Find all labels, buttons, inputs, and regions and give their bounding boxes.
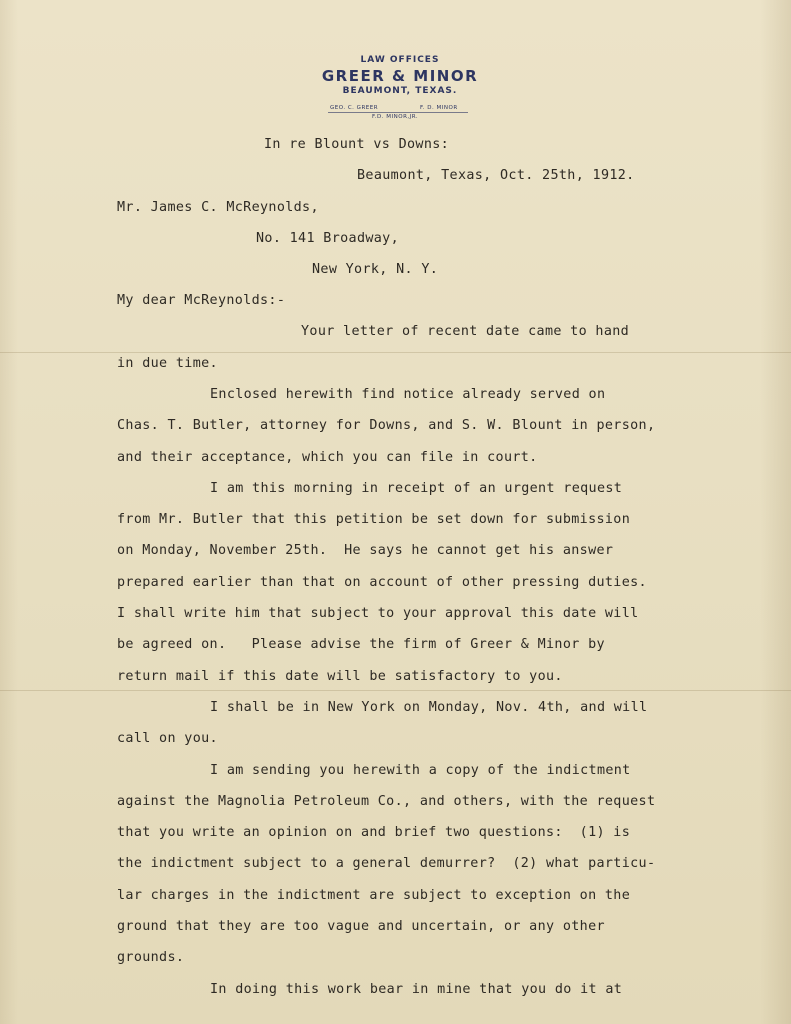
body-line: prepared earlier than that on account of other pressing duties. xyxy=(117,575,647,590)
salutation: My dear McReynolds:- xyxy=(117,293,286,308)
partner-name: F.D. MINOR,JR. xyxy=(372,114,419,120)
body-line: I shall be in New York on Monday, Nov. 4th, and will xyxy=(210,700,648,715)
recipient-name: Mr. James C. McReynolds, xyxy=(117,200,319,215)
body-line: Your letter of recent date came to hand xyxy=(301,324,630,339)
body-line: call on you. xyxy=(117,731,218,746)
body-line: I shall write him that subject to your approval this date will xyxy=(117,606,639,621)
paper-fold-line xyxy=(0,690,791,691)
paper-fold-line xyxy=(0,352,791,353)
body-line: ground that they are too vague and uncertain, or any other xyxy=(117,919,605,934)
body-line: I am this morning in receipt of an urgent request xyxy=(210,481,623,496)
body-line: the indictment subject to a general demurrer? (2) what particu- xyxy=(117,856,656,871)
recipient-city: New York, N. Y. xyxy=(312,262,439,277)
date-line: Beaumont, Texas, Oct. 25th, 1912. xyxy=(357,168,635,183)
partner-name: GEO. C. GREER xyxy=(330,105,379,111)
letterhead xyxy=(300,54,500,122)
body-line: lar charges in the indictment are subject to exception on the xyxy=(117,888,631,903)
body-line: I am sending you herewith a copy of the indictment xyxy=(210,763,631,778)
body-line: in due time. xyxy=(117,356,218,371)
body-line: grounds. xyxy=(117,950,185,965)
body-line: on Monday, November 25th. He says he cannot get his answer xyxy=(117,543,614,558)
body-line: Chas. T. Butler, attorney for Downs, and S. W. Blount in person, xyxy=(117,418,656,433)
body-line: Enclosed herewith find notice already served on xyxy=(210,387,606,402)
partner-name: F. D. MINOR xyxy=(420,105,458,111)
letterhead-location: BEAUMONT, TEXAS. xyxy=(342,86,458,96)
recipient-street: No. 141 Broadway, xyxy=(256,231,400,246)
body-line: return mail if this date will be satisfactory to you. xyxy=(117,669,563,684)
body-line: and their acceptance, which you can file in court. xyxy=(117,450,538,465)
body-line: against the Magnolia Petroleum Co., and others, with the request xyxy=(117,794,656,809)
subject-line: In re Blount vs Downs: xyxy=(264,137,450,152)
body-line: In doing this work bear in mine that you do it at xyxy=(210,982,623,997)
letterhead-partners xyxy=(300,104,500,122)
body-line: be agreed on. Please advise the firm of Greer & Minor by xyxy=(117,637,605,652)
letterhead-firm-name: GREER & MINOR xyxy=(321,67,479,85)
body-line: that you write an opinion on and brief two questions: (1) is xyxy=(117,825,631,840)
letterhead-law-offices: LAW OFFICES xyxy=(360,55,440,65)
body-line: from Mr. Butler that this petition be set down for submission xyxy=(117,512,631,527)
